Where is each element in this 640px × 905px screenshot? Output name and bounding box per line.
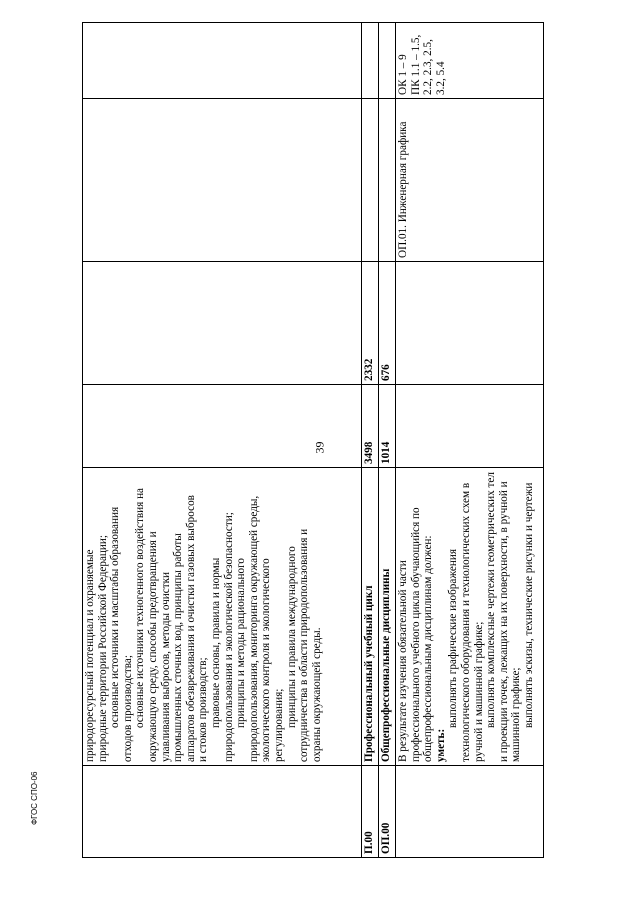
- competency-line: 3.2, 5.4: [434, 61, 447, 95]
- total-hours-cell: [396, 385, 544, 468]
- content-line: регулирования;: [272, 688, 285, 762]
- content-line: принципы и правила международного: [285, 546, 298, 728]
- discipline-cell: [379, 99, 396, 262]
- content-line: основные источники техногенного воздействия на: [134, 487, 147, 728]
- content-line: охраны окружающей среды.: [310, 627, 323, 762]
- content-line: аппаратов обезвреживания и очистки газовых выбросов: [184, 495, 197, 762]
- table-row: [83, 23, 362, 858]
- content-line: улавливания выбросов, методы очистки: [159, 571, 172, 762]
- mandatory-hours-cell: [396, 262, 544, 385]
- discipline-cell: ОП.01. Инженерная графика: [396, 99, 544, 262]
- competency-cell: [83, 23, 362, 99]
- total-hours-cell: 1014: [379, 385, 396, 468]
- skills-label: уметь:: [434, 728, 447, 762]
- mandatory-hours-cell: 2332: [362, 262, 379, 385]
- content-cell: [396, 468, 544, 766]
- competency-line: 2.2, 2.3, 2.5,: [422, 39, 435, 95]
- content-line: природопользования, мониторинга окружающей среды,: [247, 495, 260, 762]
- discipline-cell: [362, 99, 379, 262]
- table-row: [379, 23, 396, 858]
- content-line: природоресурсный потенциал и охраняемые: [84, 549, 96, 762]
- content-line: правовые основы, правила и нормы: [209, 557, 222, 728]
- discipline-cell: [83, 99, 362, 262]
- footer-label: ФГОС СПО-06: [30, 771, 39, 825]
- curriculum-table: [82, 22, 544, 858]
- table-row: [396, 23, 544, 858]
- table-row: [362, 23, 379, 858]
- total-hours-cell: 3498: [362, 385, 379, 468]
- rotated-table-container: [82, 23, 544, 858]
- page-number: 39: [312, 441, 327, 454]
- competency-cell: [379, 23, 396, 99]
- skill-item: выполнять эскизы, технические рисунки и чертежи: [522, 482, 535, 728]
- mandatory-hours-cell: 676: [379, 262, 396, 385]
- competency-line: ОК 1 – 9: [397, 54, 409, 95]
- content-line: экологического контроля и экологического: [260, 558, 273, 762]
- skill-item: выполнять комплексные чертежи геометрических тел и проекции точек, лежащих на их поверхности, в ручной и машинной графике;: [485, 472, 523, 762]
- total-hours-cell: [83, 385, 362, 468]
- content-cell: [83, 468, 362, 766]
- mandatory-hours-cell: [83, 262, 362, 385]
- content-line: отходов производства;: [121, 655, 134, 762]
- code-cell: [83, 766, 362, 858]
- competency-cell: [362, 23, 379, 99]
- content-line: природопользования и экологической безопасности;: [222, 512, 235, 762]
- intro-text: В результате изучения обязательной части профессионального учебного цикла обучающийся по общепрофессиональным дисциплинам должен:: [397, 507, 435, 762]
- competency-cell: [396, 23, 544, 99]
- content-line: сотрудничества в области природопользования и: [298, 528, 311, 762]
- skill-item: выполнять графические изображения технологического оборудования и технологических схем в ручной и машинной графике;: [447, 482, 485, 762]
- content-line: природные территории Российской Федерации;: [96, 535, 109, 762]
- content-line: промышленных сточных вод, принципы работы: [172, 533, 185, 762]
- content-cell: Профессиональный учебный цикл: [362, 468, 379, 766]
- content-line: принципы и методы рационального: [235, 557, 248, 728]
- code-cell: [396, 766, 544, 858]
- code-cell: ОП.00: [379, 766, 396, 858]
- content-line: окружающую среду, способы предотвращения и: [146, 531, 159, 762]
- content-line: основные источники и масштабы образования: [109, 506, 122, 728]
- competency-line: ПК 1.1 – 1.5,: [409, 34, 422, 95]
- content-line: и стоков производств;: [197, 657, 210, 762]
- content-cell: Общепрофессиональные дисциплины: [379, 468, 396, 766]
- code-cell: П.00: [362, 766, 379, 858]
